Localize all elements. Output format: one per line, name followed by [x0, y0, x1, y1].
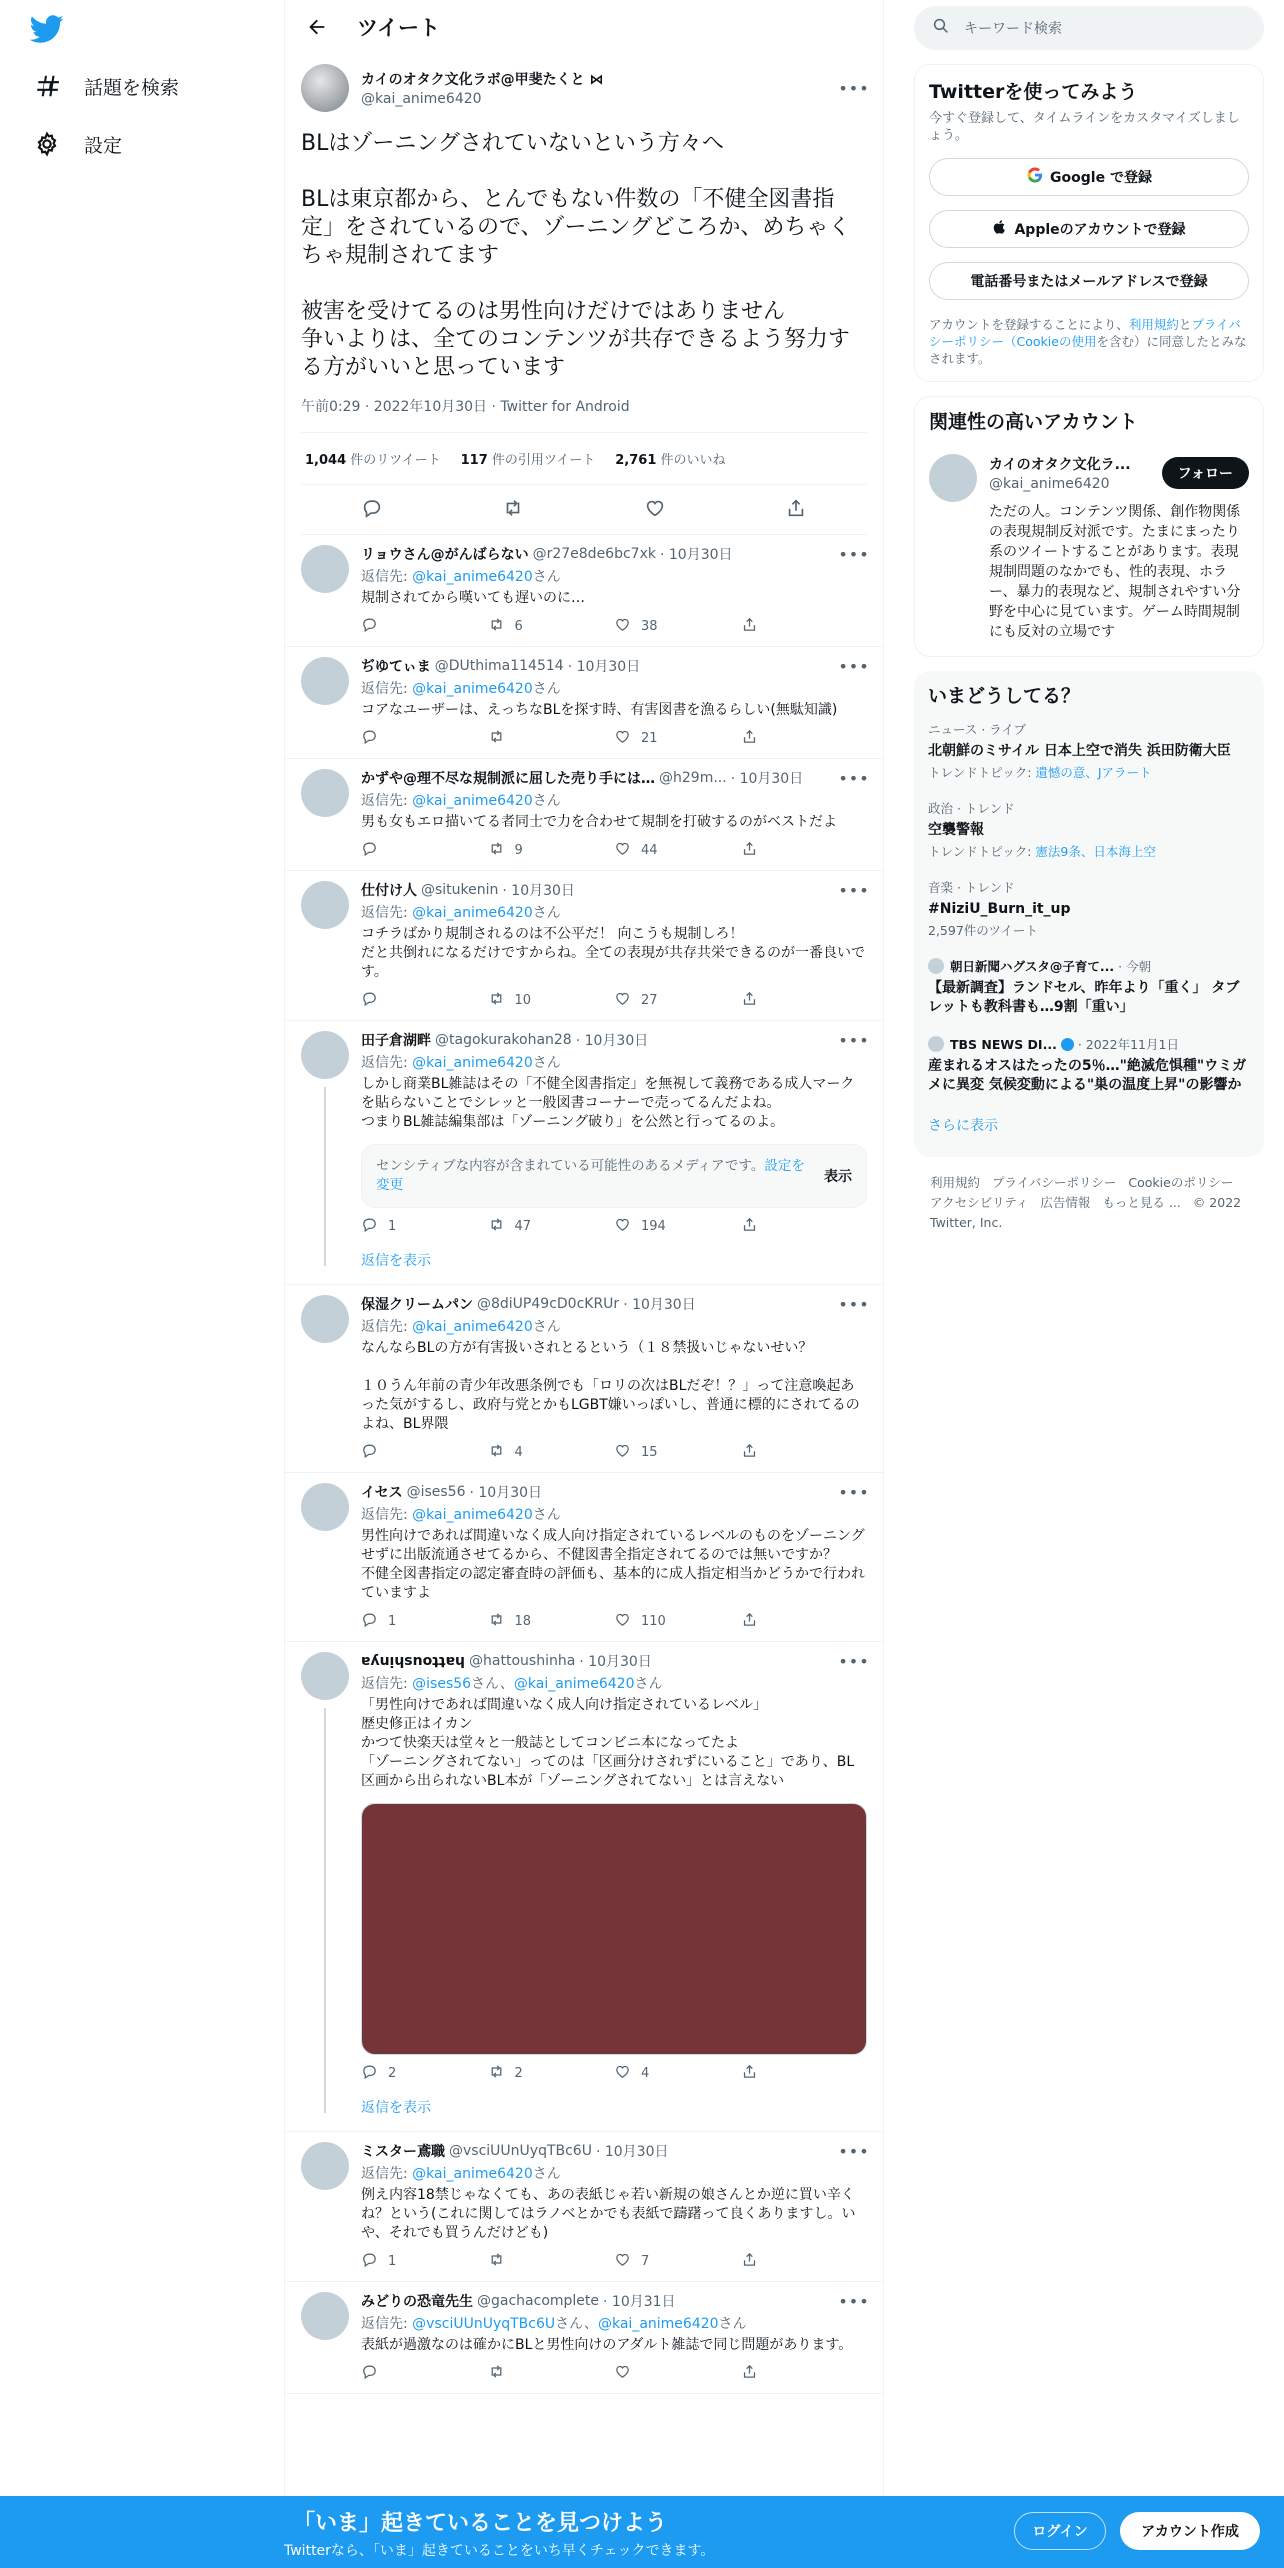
like-icon: [614, 1442, 631, 1463]
like-count: 4: [641, 2065, 650, 2081]
gear-icon: [34, 131, 60, 157]
avatar[interactable]: [301, 64, 349, 112]
page-title: ツイート: [357, 16, 440, 40]
share-button[interactable]: [741, 990, 868, 1011]
signup-card: [914, 64, 1264, 382]
mention-link[interactable]: @kai_anime6420: [597, 2316, 719, 2332]
terms-link[interactable]: 利用規約: [1128, 317, 1179, 332]
reply-to: 返信先: @kai_anime6420さん: [361, 1055, 561, 1071]
like-icon: [614, 2251, 631, 2272]
reply-count: 1: [388, 1218, 397, 1234]
reply-button[interactable]: [361, 1216, 488, 1237]
mention-link[interactable]: @kai_anime6420: [412, 569, 533, 585]
privacy-link[interactable]: プライバシーポリシー: [929, 317, 1241, 349]
mention-link[interactable]: @kai_anime6420: [412, 1055, 533, 1071]
reply-actions: [361, 616, 867, 636]
more-icon[interactable]: •••: [838, 544, 870, 564]
avatar[interactable]: [301, 545, 349, 593]
related-name[interactable]: カイのオタク文化ラ...: [989, 457, 1131, 473]
trend-context: 音楽 · トレンド: [928, 880, 1015, 895]
like-button[interactable]: [614, 840, 741, 861]
reply-actions: [361, 840, 867, 860]
like-icon: [614, 990, 631, 1011]
reply-count: 1: [388, 1613, 397, 1629]
footer-link[interactable]: プライバシーポリシー: [992, 1175, 1117, 1190]
retweet-button[interactable]: [488, 1611, 615, 1632]
retweet-count: 4: [514, 1444, 523, 1460]
share-icon: [741, 840, 758, 861]
retweet-icon[interactable]: [502, 497, 524, 523]
reply-date[interactable]: · 10月30日: [469, 1485, 543, 1501]
retweet-icon: [488, 840, 505, 861]
retweet-count: 47: [514, 1218, 532, 1234]
reply-button[interactable]: [361, 840, 488, 861]
reply-text: 男も女もエロ描いてる者同士で力を合わせて規制を打破するのがベストだよ: [361, 814, 837, 830]
avatar[interactable]: [301, 769, 349, 817]
reply-tweet[interactable]: [285, 871, 883, 1021]
reply-text: なんならBLの方が有害扱いされとるという（１８禁扱いじゃないせい？ １０うん年前の青少年改悪条例でも「ロリの次はBLだぞ！？」って注意喚起あった気がするし、政府与党とかもLGBT嫌いっぽいし、普通に標的にされてるのよね、BL界隈: [361, 1340, 860, 1432]
more-icon[interactable]: •••: [838, 768, 870, 788]
share-button[interactable]: [741, 2251, 868, 2272]
reply-tweet[interactable]: [285, 647, 883, 759]
retweet-count: 6: [514, 618, 523, 634]
retweet-icon: [488, 2251, 505, 2272]
mention-link[interactable]: @kai_anime6420: [412, 793, 533, 809]
reply-to: 返信先: @kai_anime6420さん: [361, 1319, 561, 1335]
retweet-count[interactable]: 1,044 件のリツイート: [305, 453, 441, 468]
nav-explore[interactable]: [34, 66, 179, 106]
search-icon: [932, 17, 950, 39]
reply-icon: [361, 840, 378, 861]
tweet-media-image[interactable]: [361, 1803, 867, 2055]
author-name[interactable]: カイのオタク文化ラボ@甲斐たくと ⋈: [361, 72, 604, 88]
like-button[interactable]: [614, 1611, 741, 1632]
trend-item[interactable]: 音楽 · トレンド #NiziU_Burn_it_up 2,597件のツイート: [914, 866, 1264, 945]
reply-author-handle[interactable]: @h29m...: [659, 770, 727, 786]
more-icon[interactable]: •••: [838, 1030, 870, 1050]
reply-to: 返信先: @kai_anime6420さん: [361, 681, 561, 697]
reply-icon[interactable]: [361, 497, 383, 523]
avatar[interactable]: [301, 2142, 349, 2190]
footer-link[interactable]: 利用規約: [930, 1175, 981, 1190]
search-bar[interactable]: [914, 6, 1264, 50]
tweet-text: BLはゾーニングされていないという方々へ BLは東京都から、とんでもない件数の「不健全図書指定」をされているので、ゾーニングどころか、めちゃくちゃ規制されてます 被害を受けてるのは男性向けだけではありません 争いよりは、全てのコンテンツが共存できるよう努力する方がいいと思っています: [301, 131, 851, 380]
bottom-bar-title: 「いま」起きていることを見つけよう: [293, 2511, 668, 2536]
reply-date[interactable]: · 10月30日: [623, 1297, 696, 1313]
mention-link[interactable]: @kai_anime6420: [412, 681, 533, 697]
share-button[interactable]: [741, 840, 868, 861]
trend-item[interactable]: 政治 · トレンド 空襲警報 トレンドトピック: 憲法9条、日本海上空: [914, 787, 1264, 866]
retweet-count: 2: [514, 2065, 523, 2081]
reply-author-name[interactable]: かずや@理不尽な規制派に屈した売り手には…: [361, 771, 655, 787]
reply-date[interactable]: · 10月30日: [730, 771, 804, 787]
like-icon: [614, 1611, 631, 1632]
reply-author-name[interactable]: リョウさん@がんばらない: [361, 547, 529, 563]
related-accounts: [914, 396, 1264, 657]
reply-tweet[interactable]: [285, 1642, 883, 2093]
more-icon[interactable]: •••: [838, 2141, 870, 2161]
like-button[interactable]: [614, 990, 741, 1011]
news-item[interactable]: TBS NEWS DI... · 2022年11月1日 産まれるオスはたったの5％…"絶滅危惧種"ウミガメに異変 気候変動による"巣の温度上昇"の影響か: [914, 1023, 1264, 1101]
main-column: [284, 0, 884, 2568]
trend-context: ニュース · ライブ: [928, 722, 1027, 737]
reply-text: コアなユーザーは、えっちなBLを探す時、有害図書を漁るらしい(無駄知識): [361, 702, 838, 718]
more-icon[interactable]: •••: [838, 1294, 870, 1314]
reply-author-name[interactable]: みどりの恐竜先生: [361, 2294, 473, 2310]
related-handle[interactable]: @kai_anime6420: [989, 476, 1110, 492]
login-button[interactable]: ログイン: [1014, 2512, 1106, 2550]
twitter-logo-icon[interactable]: [30, 12, 64, 46]
reply-text: しかし商業BL雑誌はその「不健全図書指定」を無視して義務である成人マークを貼らないことでシレッと一般図書コーナーで売ってるんだよね。 つまりBL雑誌編集部は「ゾーニング破り」を公然と行ってるのよ。: [361, 1076, 855, 1130]
news-item[interactable]: 朝日新聞ハグスタ@子育て... · 今朝 【最新調査】ランドセル、昨年より「重く」 タブレットも教科書も…9割「重い」: [914, 945, 1264, 1023]
reply-text: 規制されてから嘆いても遅いのに…: [361, 590, 585, 606]
footer: [914, 1157, 1264, 1249]
related-bio: ただの人。コンテンツ関係、創作物関係の表現規制反対派です。たまにまったり系のツイートすることがあります。表現規制問題のなかでも、性的表現、ホラー、暴力的表現など、規制されやすい分野を中心に見ています。ゲーム時間規制にも反対の立場です: [989, 504, 1241, 640]
signup-subtitle: 今すぐ登録して、タイムラインをカスタマイズしましょう。: [929, 111, 1240, 143]
like-button[interactable]: [614, 1442, 741, 1463]
retweet-count: 10: [514, 992, 532, 1008]
retweet-button[interactable]: [488, 2063, 615, 2084]
phone-email-signup-button[interactable]: 電話番号またはメールアドレスで登録: [929, 262, 1249, 300]
reply-text: コチラばかり規制されるのは不公平だ！ 向こうも規制しろ！ だと共倒れになるだけですからね。全ての表現が共存共栄できるのが一番良いです。: [361, 926, 865, 980]
share-button[interactable]: [741, 1611, 868, 1632]
reply-to: 返信先: @ises56さん、@kai_anime6420さん: [361, 1676, 663, 1692]
avatar[interactable]: [301, 1483, 349, 1531]
reply-tweet[interactable]: [285, 1473, 883, 1642]
retweet-button[interactable]: [488, 728, 615, 749]
reply-tweet[interactable]: [285, 1021, 883, 1246]
reply-actions: [361, 1442, 867, 1462]
bottom-signup-bar: [0, 2496, 1284, 2568]
trends-title: いまどうしてる？: [928, 685, 1081, 707]
reply-to: 返信先: @kai_anime6420さん: [361, 793, 561, 809]
more-icon[interactable]: •••: [838, 880, 870, 900]
avatar[interactable]: [929, 454, 977, 502]
like-button[interactable]: [614, 1216, 741, 1237]
like-count[interactable]: 2,761 件のいいね: [615, 453, 726, 468]
tweet-meta: 午前0:29 · 2022年10月30日 · Twitter for Android: [301, 396, 867, 433]
avatar[interactable]: [301, 657, 349, 705]
more-icon[interactable]: •••: [838, 1482, 870, 1502]
reply-author-handle[interactable]: @8diUP49cD0cKRUr: [477, 1296, 620, 1312]
share-icon: [741, 728, 758, 749]
like-count: 194: [641, 1218, 666, 1234]
reply-author-name[interactable]: ぢゆてぃま: [361, 659, 431, 675]
like-count: 15: [641, 1444, 658, 1460]
reply-to: 返信先: @kai_anime6420さん: [361, 569, 561, 585]
reply-button[interactable]: [361, 2363, 488, 2384]
google-signup-button[interactable]: Google で登録: [929, 158, 1249, 196]
retweet-icon: [488, 728, 505, 749]
retweet-count: 9: [514, 842, 523, 858]
like-icon: [614, 728, 631, 749]
reply-to: 返信先: @kai_anime6420さん: [361, 905, 561, 921]
reply-text: 例え内容18禁じゃなくても、あの表紙じゃ若い新規の娘さんとか逆に買い辛くね？という(これに関してはラノベとかでも表紙で躊躇って良くありますし。いや、それでも買うんだけども): [361, 2187, 856, 2241]
like-button[interactable]: [614, 728, 741, 749]
like-icon: [614, 1216, 631, 1237]
show-replies-link[interactable]: 返信を表示: [285, 2093, 883, 2132]
reply-date[interactable]: · 10月30日: [567, 659, 641, 675]
more-icon[interactable]: •••: [838, 1651, 870, 1671]
reply-count: 1: [388, 2253, 397, 2269]
focal-tweet: [285, 54, 883, 535]
retweet-count: 18: [514, 1613, 532, 1629]
reply-date[interactable]: · 10月30日: [575, 1033, 649, 1049]
more-icon[interactable]: •••: [838, 78, 870, 98]
reply-date[interactable]: · 10月30日: [502, 883, 575, 899]
reply-icon: [361, 2251, 378, 2272]
hashtag-icon: [34, 73, 60, 99]
avatar[interactable]: [301, 881, 349, 929]
reply-actions: [361, 2251, 867, 2271]
apple-signup-button[interactable]: Appleのアカウントで登録: [929, 210, 1249, 248]
like-count: 7: [641, 2253, 650, 2269]
retweet-icon: [488, 1611, 505, 1632]
bottom-bar-subtitle: Twitterなら、「いま」起きていることをいち早くチェックできます。: [284, 2543, 715, 2559]
reply-actions: [361, 2363, 867, 2383]
like-icon: [614, 2363, 631, 2384]
reply-author-handle[interactable]: @situkenin: [421, 882, 499, 898]
trend-title: #NiziU_Burn_it_up: [928, 901, 1071, 917]
reply-to: 返信先: @kai_anime6420さん: [361, 2166, 561, 2182]
like-button[interactable]: [614, 2251, 741, 2272]
more-icon[interactable]: •••: [838, 2291, 870, 2311]
left-nav: [0, 0, 284, 2568]
reply-button[interactable]: [361, 2251, 488, 2272]
mention-link[interactable]: @kai_anime6420: [412, 905, 533, 921]
sensitive-media-warning: センシティブな内容が含まれている可能性のあるメディアです。設定を変更 表示: [361, 1144, 867, 1208]
reply-actions: [361, 990, 867, 1010]
reply-date[interactable]: · 10月30日: [595, 2144, 669, 2160]
reply-text: 男性向けであれば間違いなく成人向け指定されているレベルのものをゾーニングせずに出版流通させてるから、不健図書全指定されてるのでは無いですか？ 不健全図書指定の認定審査時の評価も、基本的に成人指定相当かどうかで行われていますよ: [361, 1528, 865, 1601]
avatar[interactable]: [301, 1295, 349, 1343]
news-title: 産まれるオスはたったの5％…"絶滅危惧種"ウミガメに異変 気候変動による"巣の温度上昇"の影響か: [928, 1058, 1247, 1093]
reply-actions: [361, 1216, 867, 1236]
search-input[interactable]: キーワード検索: [964, 21, 1062, 37]
retweet-button[interactable]: [488, 2251, 615, 2272]
retweet-icon: [488, 2063, 505, 2084]
share-icon: [741, 1216, 758, 1237]
follow-button[interactable]: フォロー: [1162, 457, 1249, 489]
reply-author-handle[interactable]: @hattoushinha: [469, 1653, 576, 1669]
share-icon: [741, 2063, 758, 2084]
like-icon: [614, 616, 631, 637]
footer-link[interactable]: もっと見る ...: [1102, 1195, 1181, 1210]
like-icon: [614, 840, 631, 861]
show-sensitive-button[interactable]: 表示: [824, 1169, 852, 1185]
nav-settings[interactable]: [34, 124, 122, 164]
trends-panel: [914, 671, 1264, 1157]
reply-icon: [361, 1611, 378, 1632]
share-icon: [741, 990, 758, 1011]
thread-line: [324, 1708, 326, 2113]
reply-author-handle[interactable]: @r27e8de6bc7xk: [532, 546, 656, 562]
mention-link[interactable]: @vsciUUnUyqTBc6U: [412, 2316, 556, 2332]
reply-icon: [361, 990, 378, 1011]
share-icon: [741, 1442, 758, 1463]
like-icon[interactable]: [644, 497, 666, 523]
reply-date[interactable]: · 10月30日: [659, 547, 733, 563]
create-account-button[interactable]: アカウント作成: [1120, 2512, 1260, 2550]
reply-date[interactable]: · 10月30日: [579, 1654, 652, 1670]
share-icon[interactable]: [785, 497, 807, 523]
retweet-button[interactable]: [488, 2363, 615, 2384]
share-button[interactable]: [741, 1216, 868, 1237]
footer-link[interactable]: © 2022 Twitter, Inc.: [930, 1195, 1242, 1230]
reply-tweet[interactable]: [285, 2132, 883, 2282]
reply-to: 返信先: @kai_anime6420さん: [361, 1507, 561, 1523]
reply-author-handle[interactable]: @vsciUUnUyqTBc6U: [449, 2143, 592, 2159]
share-button[interactable]: [741, 2063, 868, 2084]
related-title: 関連性の高いアカウント: [929, 411, 1138, 433]
like-count: 21: [641, 730, 658, 746]
header: [285, 0, 883, 54]
signup-title: Twitterを使ってみよう: [929, 81, 1138, 103]
share-icon: [741, 1611, 758, 1632]
reply-date[interactable]: · 10月31日: [603, 2294, 676, 2310]
show-replies-link[interactable]: 返信を表示: [285, 1246, 883, 1285]
reply-author-handle[interactable]: @DUthima114514: [434, 658, 564, 674]
reply-author-name[interactable]: ɐʎuᴉɥsnoʇʇɐɥ: [361, 1653, 466, 1669]
like-count: 44: [641, 842, 658, 858]
reply-author-name[interactable]: 保湿クリームパン: [361, 1297, 473, 1313]
reply-count: 2: [388, 2065, 397, 2081]
reply-tweet[interactable]: [285, 1285, 883, 1473]
avatar[interactable]: [301, 1652, 349, 1700]
reply-author-handle[interactable]: @ises56: [406, 1484, 466, 1500]
reply-icon: [361, 2063, 378, 2084]
footer-link[interactable]: Cookieのポリシー: [1128, 1175, 1234, 1190]
signup-legal: アカウントを登録することにより、利用規約とプライバシーポリシー（Cookieの使用を含む）に同意したとみなされます。: [929, 317, 1247, 366]
trend-item[interactable]: ニュース · ライブ 北朝鮮のミサイル 日本上空で消失 浜田防衛大臣 トレンドトピック: 遺憾の意、Jアラート: [914, 708, 1264, 787]
footer-link[interactable]: 広告情報: [1040, 1195, 1091, 1210]
reply-author-handle[interactable]: @gachacomplete: [477, 2293, 600, 2309]
verified-badge-icon: [1061, 1038, 1074, 1051]
reply-icon: [361, 1216, 378, 1237]
trend-title: 北朝鮮のミサイル 日本上空で消失 浜田防衛大臣: [928, 743, 1231, 759]
retweet-button[interactable]: [488, 616, 615, 637]
reply-icon: [361, 728, 378, 749]
share-icon: [741, 2251, 758, 2272]
reply-actions: [361, 1611, 867, 1631]
share-icon: [741, 2363, 758, 2384]
reply-icon: [361, 1442, 378, 1463]
avatar[interactable]: [301, 2292, 349, 2340]
mention-link[interactable]: @ises56: [412, 1676, 472, 1692]
mention-link[interactable]: @kai_anime6420: [412, 2166, 533, 2182]
retweet-icon: [488, 1216, 505, 1237]
like-icon: [614, 2063, 631, 2084]
trend-topic-link[interactable]: 憲法9条、日本海上空: [1035, 844, 1156, 859]
reply-text: 表紙が過激なのは確かにBLと男性向けのアダルト雑誌で同じ問題があります。: [361, 2337, 853, 2353]
retweet-button[interactable]: [488, 990, 615, 1011]
reply-list: [285, 535, 883, 2394]
share-button[interactable]: [741, 728, 868, 749]
reply-button[interactable]: [361, 616, 488, 637]
like-count: 110: [641, 1613, 666, 1629]
reply-tweet[interactable]: [285, 2282, 883, 2394]
avatar[interactable]: [301, 1031, 349, 1079]
retweet-icon: [488, 616, 505, 637]
reply-button[interactable]: [361, 990, 488, 1011]
trend-title: 空襲警報: [928, 822, 984, 838]
share-button[interactable]: [741, 1442, 868, 1463]
mention-link[interactable]: @kai_anime6420: [412, 1319, 533, 1335]
reply-tweet[interactable]: [285, 759, 883, 871]
author-handle[interactable]: @kai_anime6420: [361, 91, 482, 107]
like-button[interactable]: [614, 2363, 741, 2384]
tweet-stats: [301, 433, 867, 485]
source-avatar: [928, 958, 944, 974]
reply-author-name[interactable]: 仕付け人: [361, 883, 417, 899]
reply-icon: [361, 2363, 378, 2384]
retweet-button[interactable]: [488, 1442, 615, 1463]
like-button[interactable]: [614, 2063, 741, 2084]
news-title: 【最新調査】ランドセル、昨年より「重く」 タブレットも教科書も…9割「重い」: [928, 980, 1240, 1015]
show-more-link[interactable]: さらに表示: [928, 1118, 998, 1134]
change-settings-link[interactable]: 設定を変更: [376, 1158, 805, 1193]
source-avatar: [928, 1036, 944, 1052]
mention-link[interactable]: @kai_anime6420: [412, 1507, 533, 1523]
retweet-icon: [488, 1442, 505, 1463]
like-count: 38: [641, 618, 658, 634]
reply-author-handle[interactable]: @tagokurakohan28: [435, 1032, 572, 1048]
reply-author-name[interactable]: 田子倉湖畔: [361, 1033, 431, 1049]
thread-line: [324, 1087, 326, 1266]
footer-link[interactable]: アクセシビリティ: [930, 1195, 1029, 1210]
cookie-link[interactable]: （Cookieの使用: [1004, 334, 1097, 349]
retweet-icon: [488, 2363, 505, 2384]
right-sidebar: [914, 0, 1264, 1249]
reply-tweet[interactable]: [285, 535, 883, 647]
trend-topic-link[interactable]: 遺憾の意、Jアラート: [1035, 765, 1152, 780]
reply-button[interactable]: [361, 1442, 488, 1463]
mention-link[interactable]: @kai_anime6420: [513, 1676, 635, 1692]
like-count: 27: [641, 992, 658, 1008]
apple-icon: [992, 219, 1008, 239]
nav-explore-label: 話題を検索: [84, 76, 180, 99]
reply-button[interactable]: [361, 2063, 488, 2084]
like-button[interactable]: [614, 616, 741, 637]
google-icon: [1026, 166, 1044, 188]
quote-count[interactable]: 117 件の引用ツイート: [460, 453, 596, 468]
nav-settings-label: 設定: [84, 134, 123, 157]
retweet-icon: [488, 990, 505, 1011]
reply-author-name[interactable]: イセス: [361, 1485, 403, 1501]
share-icon: [741, 616, 758, 637]
reply-button[interactable]: [361, 1611, 488, 1632]
retweet-button[interactable]: [488, 840, 615, 861]
tweet-actions: [301, 485, 867, 535]
reply-actions: [361, 2063, 867, 2083]
more-icon[interactable]: •••: [838, 656, 870, 676]
reply-author-name[interactable]: ミスター鳶職: [361, 2144, 445, 2160]
trend-context: 政治 · トレンド: [928, 801, 1015, 816]
reply-icon: [361, 616, 378, 637]
reply-button[interactable]: [361, 728, 488, 749]
reply-text: 「男性向けであれば間違いなく成人向け指定されているレベル」 歴史修正はイカン かつて快楽天は堂々と一般誌としてコンビニ本になってたよ 「ゾーニングされてない」ってのは「区画分けされずにいること」であり、BL区画から出られないBL本が「ゾーニングされてない」とは言えない: [361, 1697, 855, 1789]
reply-to: 返信先: @vsciUUnUyqTBc6Uさん、@kai_anime6420さん: [361, 2316, 747, 2332]
back-arrow-icon[interactable]: [303, 13, 331, 41]
retweet-button[interactable]: [488, 1216, 615, 1237]
share-button[interactable]: [741, 616, 868, 637]
share-button[interactable]: [741, 2363, 868, 2384]
reply-actions: [361, 728, 867, 748]
